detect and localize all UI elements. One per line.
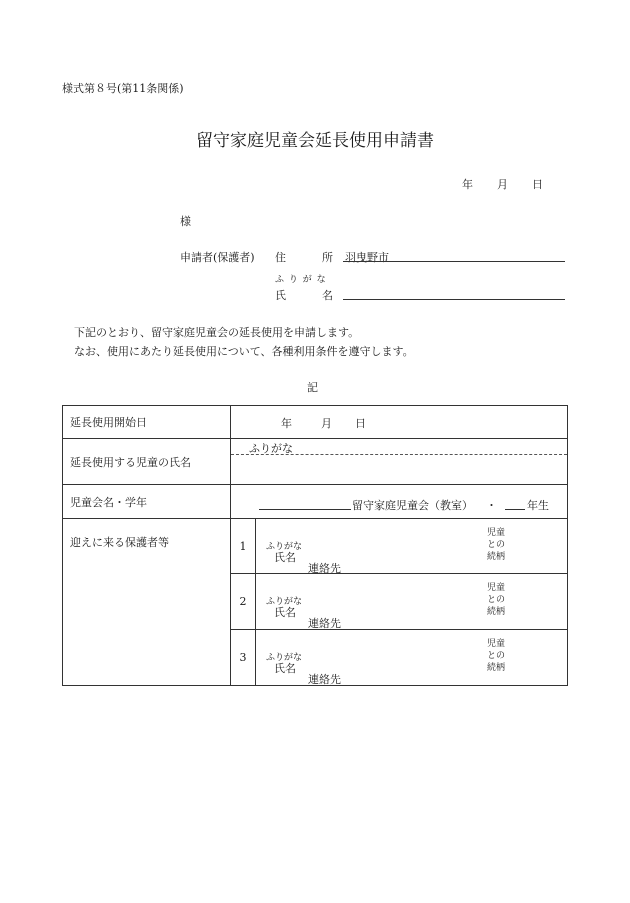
- guardian-1-furigana: ふりがな: [266, 542, 303, 552]
- guardian-number-2: 2: [231, 574, 256, 630]
- guardian-2-kin-line1: 児童: [487, 583, 506, 593]
- guardian-3-name-label: 氏名: [274, 662, 296, 675]
- applicant-label: 申請者(保護者): [180, 251, 255, 264]
- body-line-1: 下記のとおり、留守家庭児童会の延長使用を申請します。: [74, 326, 360, 339]
- address-label-1: 住: [275, 251, 286, 264]
- body-line-2: なお、使用にあたり延長使用について、各種利用条件を遵守します。: [74, 345, 414, 358]
- name-label-2: 名: [322, 289, 333, 302]
- guardian-row-1[interactable]: [256, 519, 568, 574]
- guardian-number-3: 3: [231, 630, 256, 686]
- guardian-2-furigana: ふりがな: [266, 597, 303, 607]
- child-name-label: 延長使用する児童の氏名: [63, 439, 231, 485]
- application-table: [62, 405, 568, 686]
- separator-dot: ・: [486, 499, 497, 512]
- start-date-field[interactable]: [231, 406, 568, 439]
- grade-suffix: 年生: [527, 499, 549, 512]
- guardian-2-contact-label: 連絡先: [308, 617, 341, 630]
- guardian-3-kinship-label: [487, 638, 505, 674]
- club-grade-field[interactable]: [231, 485, 568, 519]
- date-month-label: 月: [497, 178, 508, 191]
- start-day-label: 日: [355, 417, 366, 430]
- child-name-field[interactable]: [231, 439, 568, 485]
- guardian-3-furigana: ふりがな: [266, 653, 303, 663]
- guardian-1-kin-line1: 児童: [487, 528, 506, 538]
- guardian-2-name-label: 氏名: [274, 606, 296, 619]
- club-name-underline: [259, 509, 351, 510]
- guardian-3-kin-line1: 児童: [487, 639, 506, 649]
- guardians-label: 迎えに来る保護者等: [63, 519, 231, 686]
- furigana-divider: [231, 454, 567, 455]
- start-date-label: 延長使用開始日: [63, 406, 231, 439]
- addressee-suffix: 様: [180, 215, 191, 228]
- guardian-2-kin-line3: 続柄: [487, 607, 506, 617]
- guardian-2-kin-line2: との: [487, 595, 506, 605]
- guardian-row-2[interactable]: [256, 574, 568, 630]
- guardian-row-3[interactable]: [256, 630, 568, 686]
- guardian-1-name-label: 氏名: [274, 551, 296, 564]
- club-suffix: 留守家庭児童会（教室）: [352, 499, 473, 512]
- page-title: 留守家庭児童会延長使用申請書: [196, 131, 434, 151]
- guardian-3-contact-label: 連絡先: [308, 673, 341, 686]
- grade-underline: [505, 509, 525, 510]
- start-month-label: 月: [321, 417, 332, 430]
- guardian-1-kinship-label: [487, 527, 505, 563]
- guardian-1-kin-line2: との: [487, 540, 506, 550]
- address-value: 羽曳野市: [345, 251, 389, 264]
- address-label-2: 所: [322, 251, 333, 264]
- start-year-label: 年: [281, 417, 292, 430]
- guardian-1-contact-label: 連絡先: [308, 562, 341, 575]
- guardian-2-kinship-label: [487, 582, 505, 618]
- form-number: 様式第８号(第11条関係): [62, 82, 184, 95]
- name-label-1: 氏: [275, 289, 286, 302]
- date-day-label: 日: [532, 178, 543, 191]
- guardian-1-kin-line3: 続柄: [487, 552, 506, 562]
- guardian-3-kin-line3: 続柄: [487, 663, 506, 673]
- ki-label: 記: [307, 381, 318, 394]
- child-furigana-label: ふりがな: [249, 442, 293, 455]
- address-underline: [343, 261, 565, 262]
- guardian-3-kin-line2: との: [487, 651, 506, 661]
- name-underline: [343, 299, 565, 300]
- date-year-label: 年: [462, 178, 473, 191]
- applicant-furigana-label: ふ り が な: [275, 275, 327, 285]
- guardian-number-1: 1: [231, 519, 256, 574]
- club-grade-label: 児童会名・学年: [63, 485, 231, 519]
